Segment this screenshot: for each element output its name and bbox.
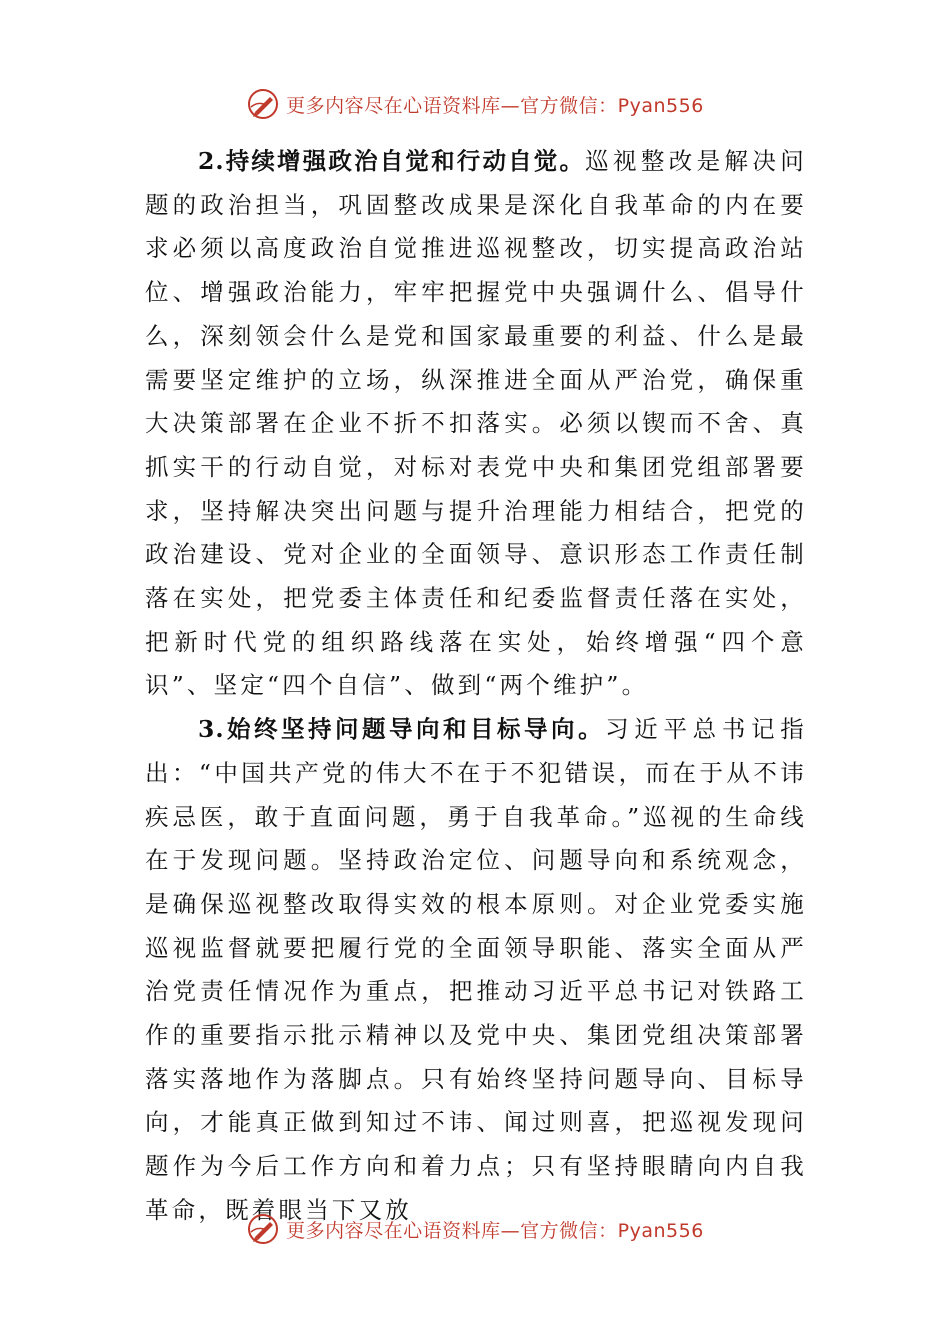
watermark-contact: Pyan556 bbox=[617, 94, 704, 117]
paragraph-2-body: 巡视整改是解决问题的政治担当，巩固整改成果是深化自我革命的内在要求必须以高度政治自觉推进巡视整改，切实提高政治站位、增强政治能力，牢牢把握党中央强调什么、倡导什么，深刻领会什么是党和国家最重要的利益、什么是最需要坚定维护的立场，纵深推进全面从严治党，确保重大决策部署在企业不折不扣落实。必须以锲而不舍、真抓实干的行动自觉，对标对表党中央和集团党组部署要求，坚持解决突出问题与提升治理能力相结合，把党的政治建设、党对企业的全面领导、意识形态工作责任制落在实处，把党委主体责任和纪委监督责任落在实处，把新时代党的组织路线落在实处，始终增强“四个意识”、坚定“四个自信”、做到“两个维护”。 bbox=[145, 147, 807, 700]
watermark-text: 更多内容尽在心语资料库—官方微信：Pyan556 bbox=[286, 94, 704, 117]
paragraph-2 bbox=[145, 140, 807, 708]
watermark-contact: Pyan556 bbox=[617, 1219, 704, 1242]
paragraph-3-heading: 3.始终坚持问题导向和目标导向。 bbox=[198, 715, 606, 744]
paragraph-3 bbox=[145, 708, 807, 1232]
pen-logo-icon bbox=[246, 1212, 280, 1246]
document-body bbox=[145, 140, 807, 1233]
pen-logo-icon bbox=[246, 87, 280, 121]
paragraph-2-heading: 2.持续增强政治自觉和行动自觉。 bbox=[198, 147, 586, 175]
watermark-header bbox=[0, 84, 950, 124]
watermark-text: 更多内容尽在心语资料库—官方微信：Pyan556 bbox=[286, 1219, 704, 1242]
paragraph-3-body: 习近平总书记指出：“中国共产党的伟大不在于不犯错误，而在于从不讳疾忌医，敢于直面问题，勇于自我革命。”巡视的生命线在于发现问题。坚持政治定位、问题导向和系统观念，是确保巡视整改取得实效的根本原则。对企业党委实施巡视监督就要把履行党的全面领导职能、落实全面从严治党责任情况作为重点，把推动习近平总书记对铁路工作的重要指示批示精神以及党中央、集团党组决策部署落实落地作为落脚点。只有始终坚持问题导向、目标导向，才能真正做到知过不讳、闻过则喜，把巡视发现问题作为今后工作方向和着力点；只有坚持眼睛向内自我革命，既着眼当下又放 bbox=[145, 715, 807, 1224]
watermark-footer bbox=[0, 1209, 950, 1249]
